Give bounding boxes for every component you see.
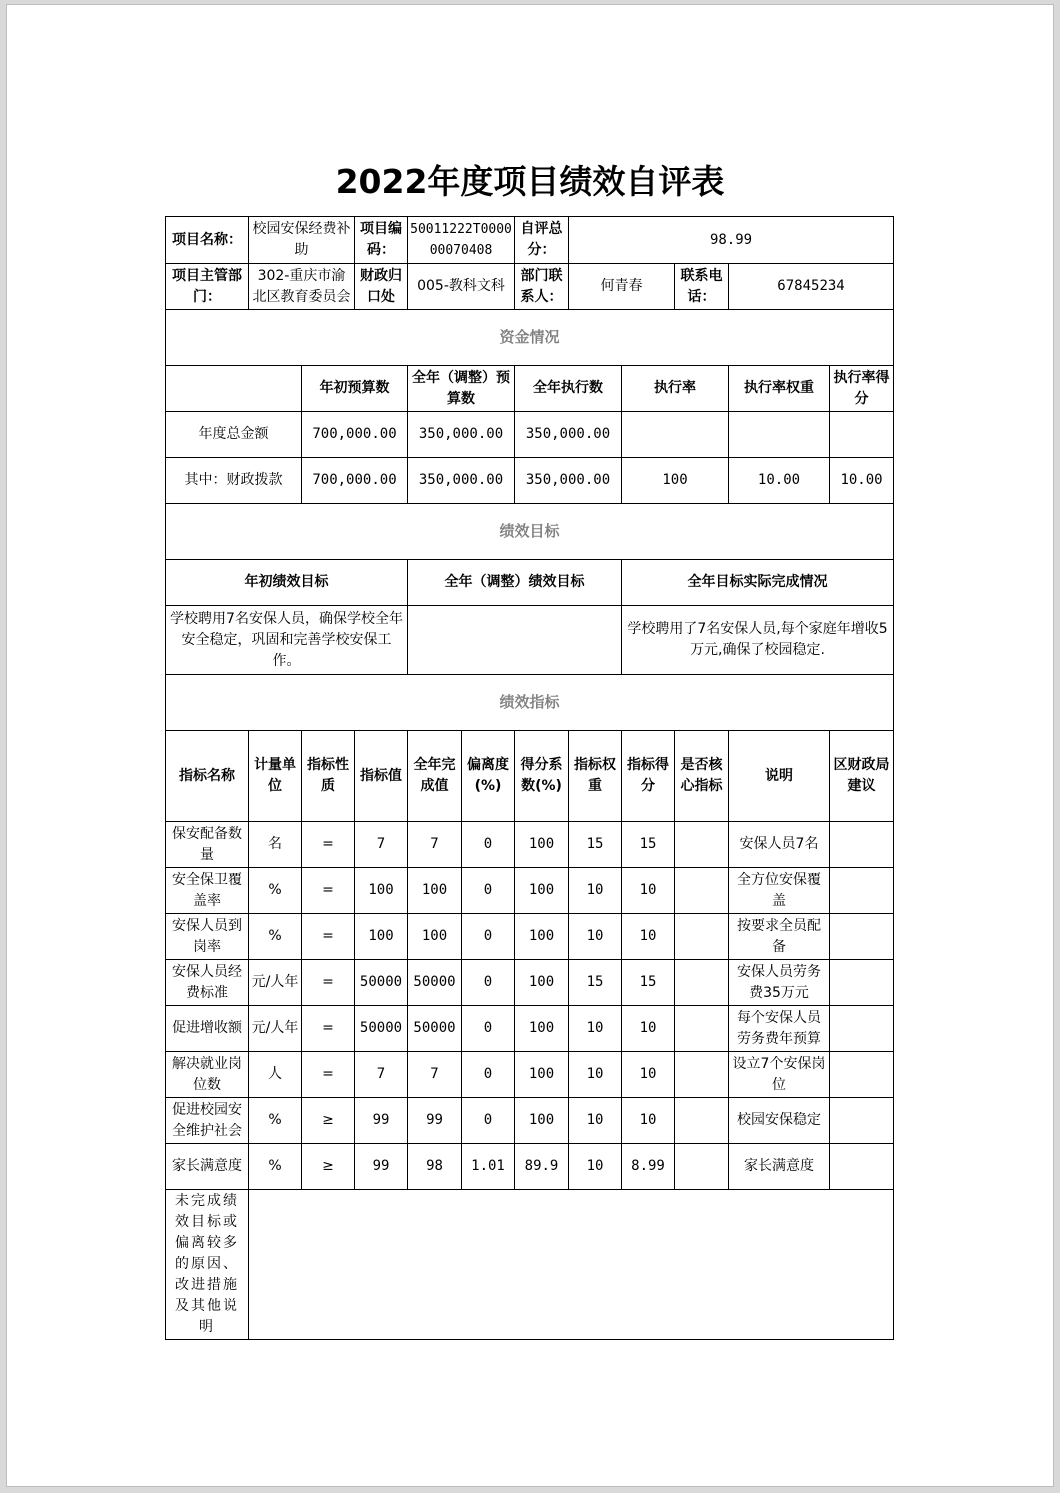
indicator-cell: = [302, 868, 355, 914]
indicator-cell: 促进增收额 [166, 1006, 249, 1052]
indicator-cell: 全方位安保覆盖 [729, 868, 830, 914]
funds-header-cell: 年初预算数 [302, 366, 408, 412]
indicator-cell: = [302, 914, 355, 960]
indicator-cell [830, 822, 894, 868]
indicator-cell [830, 960, 894, 1006]
indicator-cell: 安保人员劳务费35万元 [729, 960, 830, 1006]
indicator-row [166, 868, 894, 914]
indicator-cell: 15 [622, 822, 675, 868]
indicator-cell: 50000 [408, 1006, 462, 1052]
indicator-cell: ≥ [302, 1144, 355, 1190]
indicator-cell: 名 [249, 822, 302, 868]
remarks-value [249, 1190, 894, 1340]
indicator-cell: 15 [569, 822, 622, 868]
funds-header-cell [166, 366, 302, 412]
indicator-cell: 100 [408, 914, 462, 960]
funds-cell [830, 412, 894, 458]
funds-cell [729, 412, 830, 458]
funds-cell: 350,000.00 [408, 458, 515, 504]
indicator-cell: 促进校园安全维护社会 [166, 1098, 249, 1144]
indicator-cell: 0 [462, 914, 515, 960]
indicator-cell: % [249, 868, 302, 914]
indicator-cell: = [302, 960, 355, 1006]
funds-header-cell: 全年（调整）预算数 [408, 366, 515, 412]
finance-office-label: 财政归口处 [355, 264, 408, 310]
indicator-cell: 10 [569, 1006, 622, 1052]
funds-header-cell: 执行率权重 [729, 366, 830, 412]
info-row-1 [166, 217, 894, 264]
indicator-cell: % [249, 1098, 302, 1144]
indicator-cell: 安保人员7名 [729, 822, 830, 868]
funds-cell: 350,000.00 [515, 458, 622, 504]
project-code-value: 50011222T000000070408 [408, 217, 515, 264]
indicator-cell: 元/人年 [249, 960, 302, 1006]
funds-row [166, 412, 894, 458]
contact-value: 何青春 [569, 264, 675, 310]
goal-adjusted [408, 606, 622, 675]
indicator-cell: 10 [569, 1098, 622, 1144]
indicator-cell: 100 [355, 868, 408, 914]
funds-section-title: 资金情况 [166, 310, 894, 366]
indicator-header-cell: 指标权重 [569, 731, 622, 822]
indicator-cell: 15 [569, 960, 622, 1006]
indicator-row [166, 1144, 894, 1190]
indicator-cell: = [302, 822, 355, 868]
self-score-label: 自评总分： [515, 217, 569, 264]
indicator-cell: 100 [515, 914, 569, 960]
indicator-cell [675, 1144, 729, 1190]
indicator-cell: 7 [355, 822, 408, 868]
dept-value: 302-重庆市渝北区教育委员会 [249, 264, 355, 310]
indicator-cell: 100 [515, 1006, 569, 1052]
indicator-cell [830, 1144, 894, 1190]
indicator-header-cell: 指标名称 [166, 731, 249, 822]
indicator-cell: 按要求全员配备 [729, 914, 830, 960]
indicator-cell: 100 [515, 1098, 569, 1144]
indicator-cell: 安全保卫覆盖率 [166, 868, 249, 914]
indicator-cell: 10 [569, 1144, 622, 1190]
indicator-cell: 15 [622, 960, 675, 1006]
indicators-section-title: 绩效指标 [166, 675, 894, 731]
indicator-cell: 设立7个安保岗位 [729, 1052, 830, 1098]
indicator-cell: 50000 [408, 960, 462, 1006]
remarks-row [166, 1190, 894, 1340]
funds-cell: 350,000.00 [408, 412, 515, 458]
indicator-cell: 0 [462, 868, 515, 914]
indicator-cell: 100 [408, 868, 462, 914]
project-name-value: 校园安保经费补助 [249, 217, 355, 264]
indicator-header-cell: 指标值 [355, 731, 408, 822]
indicator-header-cell: 是否核心指标 [675, 731, 729, 822]
goal-initial: 学校聘用7名安保人员，确保学校全年安全稳定，巩固和完善学校安保工作。 [166, 606, 408, 675]
indicator-header-cell: 计量单位 [249, 731, 302, 822]
indicator-cell: 10 [622, 868, 675, 914]
indicator-header-cell: 说明 [729, 731, 830, 822]
funds-cell: 10.00 [830, 458, 894, 504]
indicator-cell: ≥ [302, 1098, 355, 1144]
goals-section-row [166, 504, 894, 560]
indicator-row [166, 1052, 894, 1098]
indicator-cell: 10 [622, 1052, 675, 1098]
indicator-cell [830, 1098, 894, 1144]
indicator-cell [675, 1006, 729, 1052]
finance-office-value: 005-教科文科 [408, 264, 515, 310]
self-score-value: 98.99 [569, 217, 894, 264]
indicator-cell [675, 1098, 729, 1144]
indicator-cell: 99 [355, 1098, 408, 1144]
indicator-cell: 每个安保人员劳务费年预算 [729, 1006, 830, 1052]
dept-label: 项目主管部门： [166, 264, 249, 310]
indicator-cell [830, 1052, 894, 1098]
indicator-cell: 10 [622, 914, 675, 960]
indicator-cell [675, 960, 729, 1006]
funds-row [166, 458, 894, 504]
indicator-header-cell: 指标性质 [302, 731, 355, 822]
indicator-cell: 元/人年 [249, 1006, 302, 1052]
indicator-cell [675, 822, 729, 868]
contact-label: 部门联系人： [515, 264, 569, 310]
indicators-section-row [166, 675, 894, 731]
funds-cell: 其中：财政拨款 [166, 458, 302, 504]
indicator-row [166, 960, 894, 1006]
indicator-cell: 0 [462, 1006, 515, 1052]
funds-header-cell: 全年执行数 [515, 366, 622, 412]
goals-header-row [166, 560, 894, 606]
indicator-cell [830, 1006, 894, 1052]
info-row-2 [166, 264, 894, 310]
indicator-header-cell: 区财政局建议 [830, 731, 894, 822]
indicator-cell: 0 [462, 822, 515, 868]
indicator-cell: = [302, 1052, 355, 1098]
indicator-cell: 7 [408, 822, 462, 868]
evaluation-table [165, 216, 894, 1340]
funds-cell: 700,000.00 [302, 458, 408, 504]
indicator-row [166, 1006, 894, 1052]
indicator-header-cell: 全年完成值 [408, 731, 462, 822]
indicator-cell: 50000 [355, 960, 408, 1006]
indicator-rows [166, 822, 894, 1190]
indicator-cell: 99 [355, 1144, 408, 1190]
indicator-cell: 100 [515, 960, 569, 1006]
indicator-cell: 10 [622, 1098, 675, 1144]
funds-section-row [166, 310, 894, 366]
funds-header-row [166, 366, 894, 412]
indicator-cell: 98 [408, 1144, 462, 1190]
goals-header-adjusted: 全年（调整）绩效目标 [408, 560, 622, 606]
indicator-cell: 家长满意度 [729, 1144, 830, 1190]
goals-section-title: 绩效目标 [166, 504, 894, 560]
indicator-cell: % [249, 1144, 302, 1190]
indicator-cell: % [249, 914, 302, 960]
indicator-cell [830, 914, 894, 960]
indicator-cell: 10 [622, 1006, 675, 1052]
indicator-cell [675, 868, 729, 914]
indicator-cell: 安保人员到岗率 [166, 914, 249, 960]
funds-cell: 350,000.00 [515, 412, 622, 458]
funds-cell: 100 [622, 458, 729, 504]
goals-header-actual: 全年目标实际完成情况 [622, 560, 894, 606]
indicator-cell [675, 1052, 729, 1098]
indicator-cell: 7 [408, 1052, 462, 1098]
goals-row [166, 606, 894, 675]
indicators-header-row [166, 731, 894, 822]
indicator-cell: 安保人员经费标准 [166, 960, 249, 1006]
indicator-cell: 人 [249, 1052, 302, 1098]
indicator-cell: 10 [569, 914, 622, 960]
funds-header-cell: 执行率得分 [830, 366, 894, 412]
indicator-cell: 保安配备数量 [166, 822, 249, 868]
indicator-cell [675, 914, 729, 960]
indicator-cell [830, 868, 894, 914]
indicator-cell: 50000 [355, 1006, 408, 1052]
funds-header-cell: 执行率 [622, 366, 729, 412]
indicator-header-cell: 指标得分 [622, 731, 675, 822]
indicator-cell: 1.01 [462, 1144, 515, 1190]
indicator-cell: 100 [355, 914, 408, 960]
indicator-header-cell: 得分系数(%) [515, 731, 569, 822]
project-name-label: 项目名称： [166, 217, 249, 264]
indicator-row [166, 822, 894, 868]
funds-cell: 700,000.00 [302, 412, 408, 458]
phone-value: 67845234 [729, 264, 894, 310]
indicator-cell: 10 [569, 1052, 622, 1098]
indicator-cell: 0 [462, 1052, 515, 1098]
indicator-cell: 0 [462, 1098, 515, 1144]
funds-cell [622, 412, 729, 458]
indicator-row [166, 1098, 894, 1144]
funds-cell: 年度总金额 [166, 412, 302, 458]
indicator-cell: 100 [515, 1052, 569, 1098]
indicator-header-cell: 偏离度(%) [462, 731, 515, 822]
phone-label: 联系电话： [675, 264, 729, 310]
remarks-label: 未完成绩效目标或偏离较多的原因、改进措施及其他说明 [166, 1190, 249, 1340]
indicator-cell: 100 [515, 868, 569, 914]
document-title: 2022年度项目绩效自评表 [335, 162, 725, 201]
indicator-cell: 100 [515, 822, 569, 868]
indicator-cell: = [302, 1006, 355, 1052]
goal-actual: 学校聘用了7名安保人员,每个家庭年增收5万元,确保了校园稳定. [622, 606, 894, 675]
indicator-cell: 家长满意度 [166, 1144, 249, 1190]
indicator-cell: 99 [408, 1098, 462, 1144]
indicator-cell: 89.9 [515, 1144, 569, 1190]
indicator-row [166, 914, 894, 960]
indicator-cell: 校园安保稳定 [729, 1098, 830, 1144]
funds-cell: 10.00 [729, 458, 830, 504]
indicator-cell: 10 [569, 868, 622, 914]
indicator-cell: 8.99 [622, 1144, 675, 1190]
indicator-cell: 解决就业岗位数 [166, 1052, 249, 1098]
indicator-cell: 0 [462, 960, 515, 1006]
indicator-cell: 7 [355, 1052, 408, 1098]
goals-header-initial: 年初绩效目标 [166, 560, 408, 606]
project-code-label: 项目编码： [355, 217, 408, 264]
